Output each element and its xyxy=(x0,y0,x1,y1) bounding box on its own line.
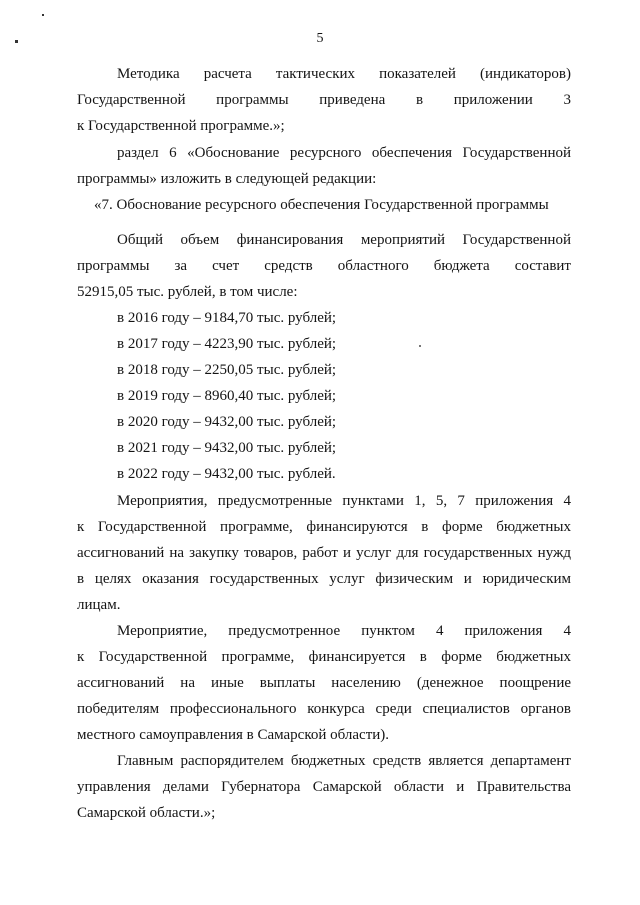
paragraph-line: к Государственной программе.»; xyxy=(77,118,285,134)
paragraph-line: ассигнований на закупку товаров, работ и услуг для государственных нужд xyxy=(77,545,571,561)
paragraph-line: в целях оказания государственных услуг физическим и юридическим xyxy=(77,571,571,587)
paragraph-line: Главным распорядителем бюджетных средств является департамент xyxy=(117,753,571,769)
funding-year-item: в 2018 году – 2250,05 тыс. рублей; xyxy=(117,362,337,378)
paragraph-line: ассигнований на иные выплаты населению (денежное поощрение xyxy=(77,675,571,691)
paragraph-line: программы за счет средств областного бюджета составит xyxy=(77,258,571,274)
paragraph-line: Самарской области.»; xyxy=(77,805,216,821)
paragraph-line: местного самоуправления в Самарской области). xyxy=(77,727,390,743)
paragraph-line: программы» изложить в следующей редакции: xyxy=(77,171,377,187)
paragraph-line: раздел 6 «Обоснование ресурсного обеспечения Государственной xyxy=(117,145,571,161)
section-heading: «7. Обоснование ресурсного обеспечения Государственной программы xyxy=(94,197,549,213)
paragraph-line: Государственной программы приведена в приложении 3 xyxy=(77,92,571,108)
funding-year-item: в 2022 году – 9432,00 тыс. рублей. xyxy=(117,466,336,482)
paragraph-line: управления делами Губернатора Самарской области и Правительства xyxy=(77,779,571,795)
page-number: 5 xyxy=(316,31,324,46)
paragraph-line: Мероприятие, предусмотренное пунктом 4 приложения 4 xyxy=(117,623,571,639)
funding-year-item: в 2017 году – 4223,90 тыс. рублей; xyxy=(117,336,337,352)
funding-year-item: в 2019 году – 8960,40 тыс. рублей; xyxy=(117,388,337,404)
paragraph-line: к Государственной программе, финансируются в форме бюджетных xyxy=(77,519,571,535)
paragraph-line: Методика расчета тактических показателей (индикаторов) xyxy=(117,66,571,82)
paragraph-line: Мероприятия, предусмотренные пунктами 1, 5, 7 приложения 4 xyxy=(117,493,571,509)
paragraph-line: 52915,05 тыс. рублей, в том числе: xyxy=(77,284,298,300)
paragraph-line: к Государственной программе, финансируется в форме бюджетных xyxy=(77,649,571,665)
paragraph-line: лицам. xyxy=(77,597,121,613)
scan-speck xyxy=(42,14,44,16)
funding-year-item: в 2020 году – 9432,00 тыс. рублей; xyxy=(117,414,337,430)
paragraph-line: победителям профессионального конкурса среди специалистов органов xyxy=(77,701,571,717)
funding-year-item: в 2021 году – 9432,00 тыс. рублей; xyxy=(117,440,337,456)
paragraph-line: Общий объем финансирования мероприятий Государственной xyxy=(117,232,571,248)
funding-year-item: в 2016 году – 9184,70 тыс. рублей; xyxy=(117,310,337,326)
